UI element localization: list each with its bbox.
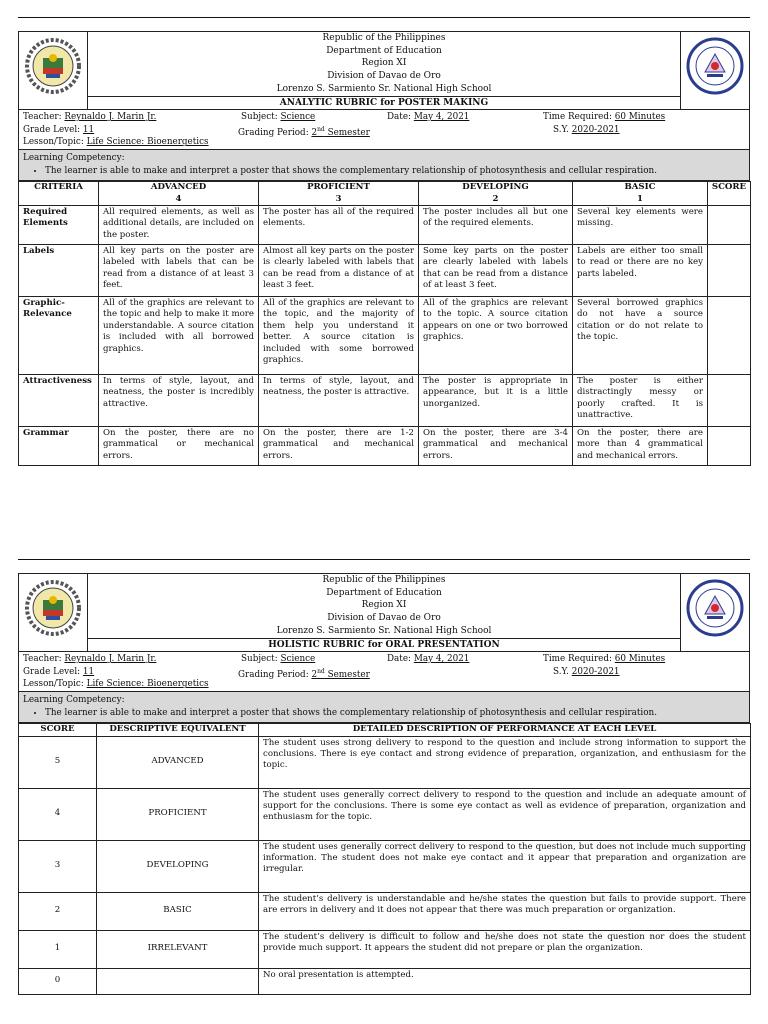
score-cell[interactable]: [708, 245, 751, 297]
grade-label: Grade Level:: [23, 124, 81, 135]
subject-label: Subject:: [241, 654, 278, 665]
table-row: [19, 930, 751, 968]
school-logo-cell: [19, 32, 88, 110]
rubric-title: ANALYTIC RUBRIC for POSTER MAKING: [88, 96, 680, 110]
score-cell[interactable]: [708, 297, 751, 375]
equivalent-cell: IRRELEVANT: [97, 930, 259, 968]
time-label: Time Required:: [543, 654, 612, 665]
period-suffix: nd: [317, 125, 325, 133]
school-header: [18, 31, 750, 110]
description-cell: The student’s delivery is difficult to follow and he/she does not state the question nor does the student provide much support. It appears the student did not prepare or plan the organization.: [259, 930, 751, 968]
republic-text: Republic of the Philippines: [322, 575, 446, 585]
division-text: Division of Davao de Oro: [327, 613, 441, 624]
table-row: [19, 892, 751, 930]
competency-label: Learning Competency:: [23, 695, 125, 706]
subject-value: Science: [280, 112, 316, 123]
score-cell: 4: [19, 788, 97, 840]
proficient-cell: In terms of style, layout, and neatness, the poster is attractive.: [259, 375, 419, 427]
proficient-cell: Almost all key parts on the poster is clearly labeled with labels that can be read from a distance of at least 3 feet.: [259, 245, 419, 297]
school-text: Lorenzo S. Sarmiento Sr. National High School: [276, 625, 492, 636]
table-row: [19, 840, 751, 892]
period-label: Grading Period:: [238, 669, 309, 680]
teacher-value: Reynaldo J. Marin Jr.: [64, 654, 157, 665]
sy-label: S.Y.: [553, 124, 569, 135]
score-header: SCORE: [708, 182, 751, 206]
proficient-cell: All of the graphics are relevant to the topic, and the majority of them help you understand it better. A source citation is included with some borrowed graphics.: [259, 297, 419, 375]
developing-cell: The poster includes all but one of the required elements.: [419, 206, 573, 245]
division-text: Division of Davao de Oro: [327, 71, 441, 82]
advanced-cell: In terms of style, layout, and neatness, the poster is incredibly attractive.: [99, 375, 259, 427]
grade-label: Grade Level:: [23, 666, 81, 677]
table-row: [19, 245, 751, 297]
learning-competency: [18, 150, 750, 181]
region-text: Region XI: [361, 58, 407, 69]
equivalent-cell: BASIC: [97, 892, 259, 930]
developing-cell: Some key parts on the poster are clearly labeled with labels that can be read from a distance of at least 3 feet.: [419, 245, 573, 297]
oral-rubric-document: [18, 573, 750, 995]
advanced-header: ADVANCED 4: [99, 182, 259, 206]
holistic-rubric-table: [18, 723, 751, 994]
period-number: 2: [311, 127, 318, 138]
basic-header: BASIC 1: [573, 182, 708, 206]
date-value: May 4, 2021: [413, 112, 470, 123]
competency-item: • The learner is able to make and interpret a poster that shows the complementary relationship of photosynthesis and cellular respiration.: [45, 165, 745, 178]
header-text-cell: [88, 32, 681, 110]
teacher-label: Teacher:: [23, 112, 62, 123]
sy-value: 2020-2021: [571, 666, 620, 677]
time-label: Time Required:: [543, 112, 612, 123]
date-label: Date:: [387, 112, 412, 123]
proficient-cell: The poster has all of the required elements.: [259, 206, 419, 245]
score-cell: 1: [19, 930, 97, 968]
description-cell: The student’s delivery is understandable and he/she states the question but fails to provide support. There are errors in delivery and it does not appear that there was much preparation or organization.: [259, 892, 751, 930]
lesson-info: [18, 110, 750, 150]
score-cell[interactable]: [708, 427, 751, 466]
top-page-rule: [18, 17, 750, 18]
department-text: Department of Education: [326, 587, 442, 598]
competency-label: Learning Competency:: [23, 153, 125, 164]
criteria-cell: Grammar: [19, 427, 99, 466]
time-value: 60 Minutes: [614, 654, 666, 665]
period-suffix: nd: [317, 667, 325, 675]
proficient-cell: On the poster, there are 1-2 grammatical and mechanical errors.: [259, 427, 419, 466]
table-row: [19, 427, 751, 466]
description-cell: The student uses generally correct delivery to respond to the question, but does not include much supporting information. The student does not make eye contact and it appear that preparation and organization are irregular.: [259, 840, 751, 892]
table-row: [19, 206, 751, 245]
developing-cell: On the poster, there are 3-4 grammatical and mechanical errors.: [419, 427, 573, 466]
period-semester: Semester: [324, 127, 370, 138]
teacher-label: Teacher:: [23, 654, 62, 665]
table-row: [19, 788, 751, 840]
table-row: [19, 375, 751, 427]
score-cell: 5: [19, 736, 97, 788]
advanced-cell: All key parts on the poster are labeled with labels that can be read from a distance of at least 3 feet.: [99, 245, 259, 297]
analytic-rubric-table: [18, 181, 751, 466]
lesson-label: Lesson/Topic:: [23, 137, 84, 148]
school-header: [18, 573, 750, 652]
equivalent-header: DESCRIPTIVE EQUIVALENT: [97, 724, 259, 736]
basic-cell: Several key elements were missing.: [573, 206, 708, 245]
description-cell: No oral presentation is attempted.: [259, 968, 751, 994]
lesson-info: [18, 652, 750, 692]
period-label: Grading Period:: [238, 127, 309, 138]
advanced-cell: All of the graphics are relevant to the topic and help to make it more understandable. A source citation is included with all borrowed graphics.: [99, 297, 259, 375]
criteria-header: CRITERIA: [19, 182, 99, 206]
date-value: May 4, 2021: [413, 654, 470, 665]
school-logo-cell: [19, 574, 88, 652]
developing-cell: The poster is appropriate in appearance, but it is a little unorganized.: [419, 375, 573, 427]
republic-text: Republic of the Philippines: [322, 33, 446, 43]
rubric-header-row: [19, 182, 751, 206]
lesson-label: Lesson/Topic:: [23, 679, 84, 690]
description-header: DETAILED DESCRIPTION OF PERFORMANCE AT EACH LEVEL: [259, 724, 751, 736]
subject-label: Subject:: [241, 112, 278, 123]
criteria-cell: Labels: [19, 245, 99, 297]
deped-logo-cell: [681, 574, 750, 652]
basic-cell: Labels are either too small to read or there are no key parts labeled.: [573, 245, 708, 297]
grade-value: 11: [82, 124, 95, 135]
basic-cell: Several borrowed graphics do not have a source citation or do not relate to the topic.: [573, 297, 708, 375]
description-cell: The student uses strong delivery to respond to the question and include strong information to support the conclusions. There is eye contact and strong evidence of preparation, organization, and enthusiasm for the topic.: [259, 736, 751, 788]
proficient-header: PROFICIENT 3: [259, 182, 419, 206]
deped-seal-icon: [685, 36, 745, 96]
table-row: [19, 968, 751, 994]
criteria-cell: Required Elements: [19, 206, 99, 245]
basic-cell: The poster is either distractingly messy or poorly crafted. It is unattractive.: [573, 375, 708, 427]
department-text: Department of Education: [326, 45, 442, 56]
score-cell: 0: [19, 968, 97, 994]
advanced-cell: All required elements, as well as additional details, are included on the poster.: [99, 206, 259, 245]
equivalent-cell: DEVELOPING: [97, 840, 259, 892]
learning-competency: [18, 692, 750, 723]
score-header: SCORE: [19, 724, 97, 736]
criteria-cell: Attractiveness: [19, 375, 99, 427]
equivalent-cell: ADVANCED: [97, 736, 259, 788]
rubric-header-row: [19, 724, 751, 736]
deped-logo-cell: [681, 32, 750, 110]
period-number: 2: [311, 669, 318, 680]
teacher-value: Reynaldo J. Marin Jr.: [64, 112, 157, 123]
score-cell[interactable]: [708, 206, 751, 245]
developing-header: DEVELOPING 2: [419, 182, 573, 206]
advanced-cell: On the poster, there are no grammatical or mechanical errors.: [99, 427, 259, 466]
deped-seal-icon: [685, 578, 745, 638]
table-row: [19, 297, 751, 375]
date-label: Date:: [387, 654, 412, 665]
school-seal-icon: [23, 36, 83, 96]
lesson-value: Life Science: Bioenergetics: [86, 137, 209, 148]
lesson-value: Life Science: Bioenergetics: [86, 679, 209, 690]
criteria-cell: Graphic-Relevance: [19, 297, 99, 375]
school-seal-icon: [23, 578, 83, 638]
score-cell: 2: [19, 892, 97, 930]
middle-page-rule: [18, 559, 750, 560]
sy-label: S.Y.: [553, 666, 569, 677]
time-value: 60 Minutes: [614, 112, 666, 123]
score-cell: 3: [19, 840, 97, 892]
grade-value: 11: [82, 666, 95, 677]
equivalent-cell: [97, 968, 259, 994]
rubric-title: HOLISTIC RUBRIC for ORAL PRESENTATION: [88, 638, 680, 652]
sy-value: 2020-2021: [571, 124, 620, 135]
school-text: Lorenzo S. Sarmiento Sr. National High School: [276, 83, 492, 94]
developing-cell: All of the graphics are relevant to the topic. A source citation appears on one or two borrowed graphics.: [419, 297, 573, 375]
table-row: [19, 736, 751, 788]
description-cell: The student uses generally correct delivery to respond to the question and include an adequate amount of support for the conclusions. There is some eye contact as well as evidence of preparation, organization and enthusiasm for the topic.: [259, 788, 751, 840]
period-semester: Semester: [324, 669, 370, 680]
subject-value: Science: [280, 654, 316, 665]
competency-item: • The learner is able to make and interpret a poster that shows the complementary relationship of photosynthesis and cellular respiration.: [45, 707, 745, 720]
region-text: Region XI: [361, 600, 407, 611]
equivalent-cell: PROFICIENT: [97, 788, 259, 840]
basic-cell: On the poster, there are more than 4 grammatical and mechanical errors.: [573, 427, 708, 466]
score-cell[interactable]: [708, 375, 751, 427]
header-text-cell: [88, 574, 681, 652]
poster-rubric-document: [18, 31, 750, 466]
